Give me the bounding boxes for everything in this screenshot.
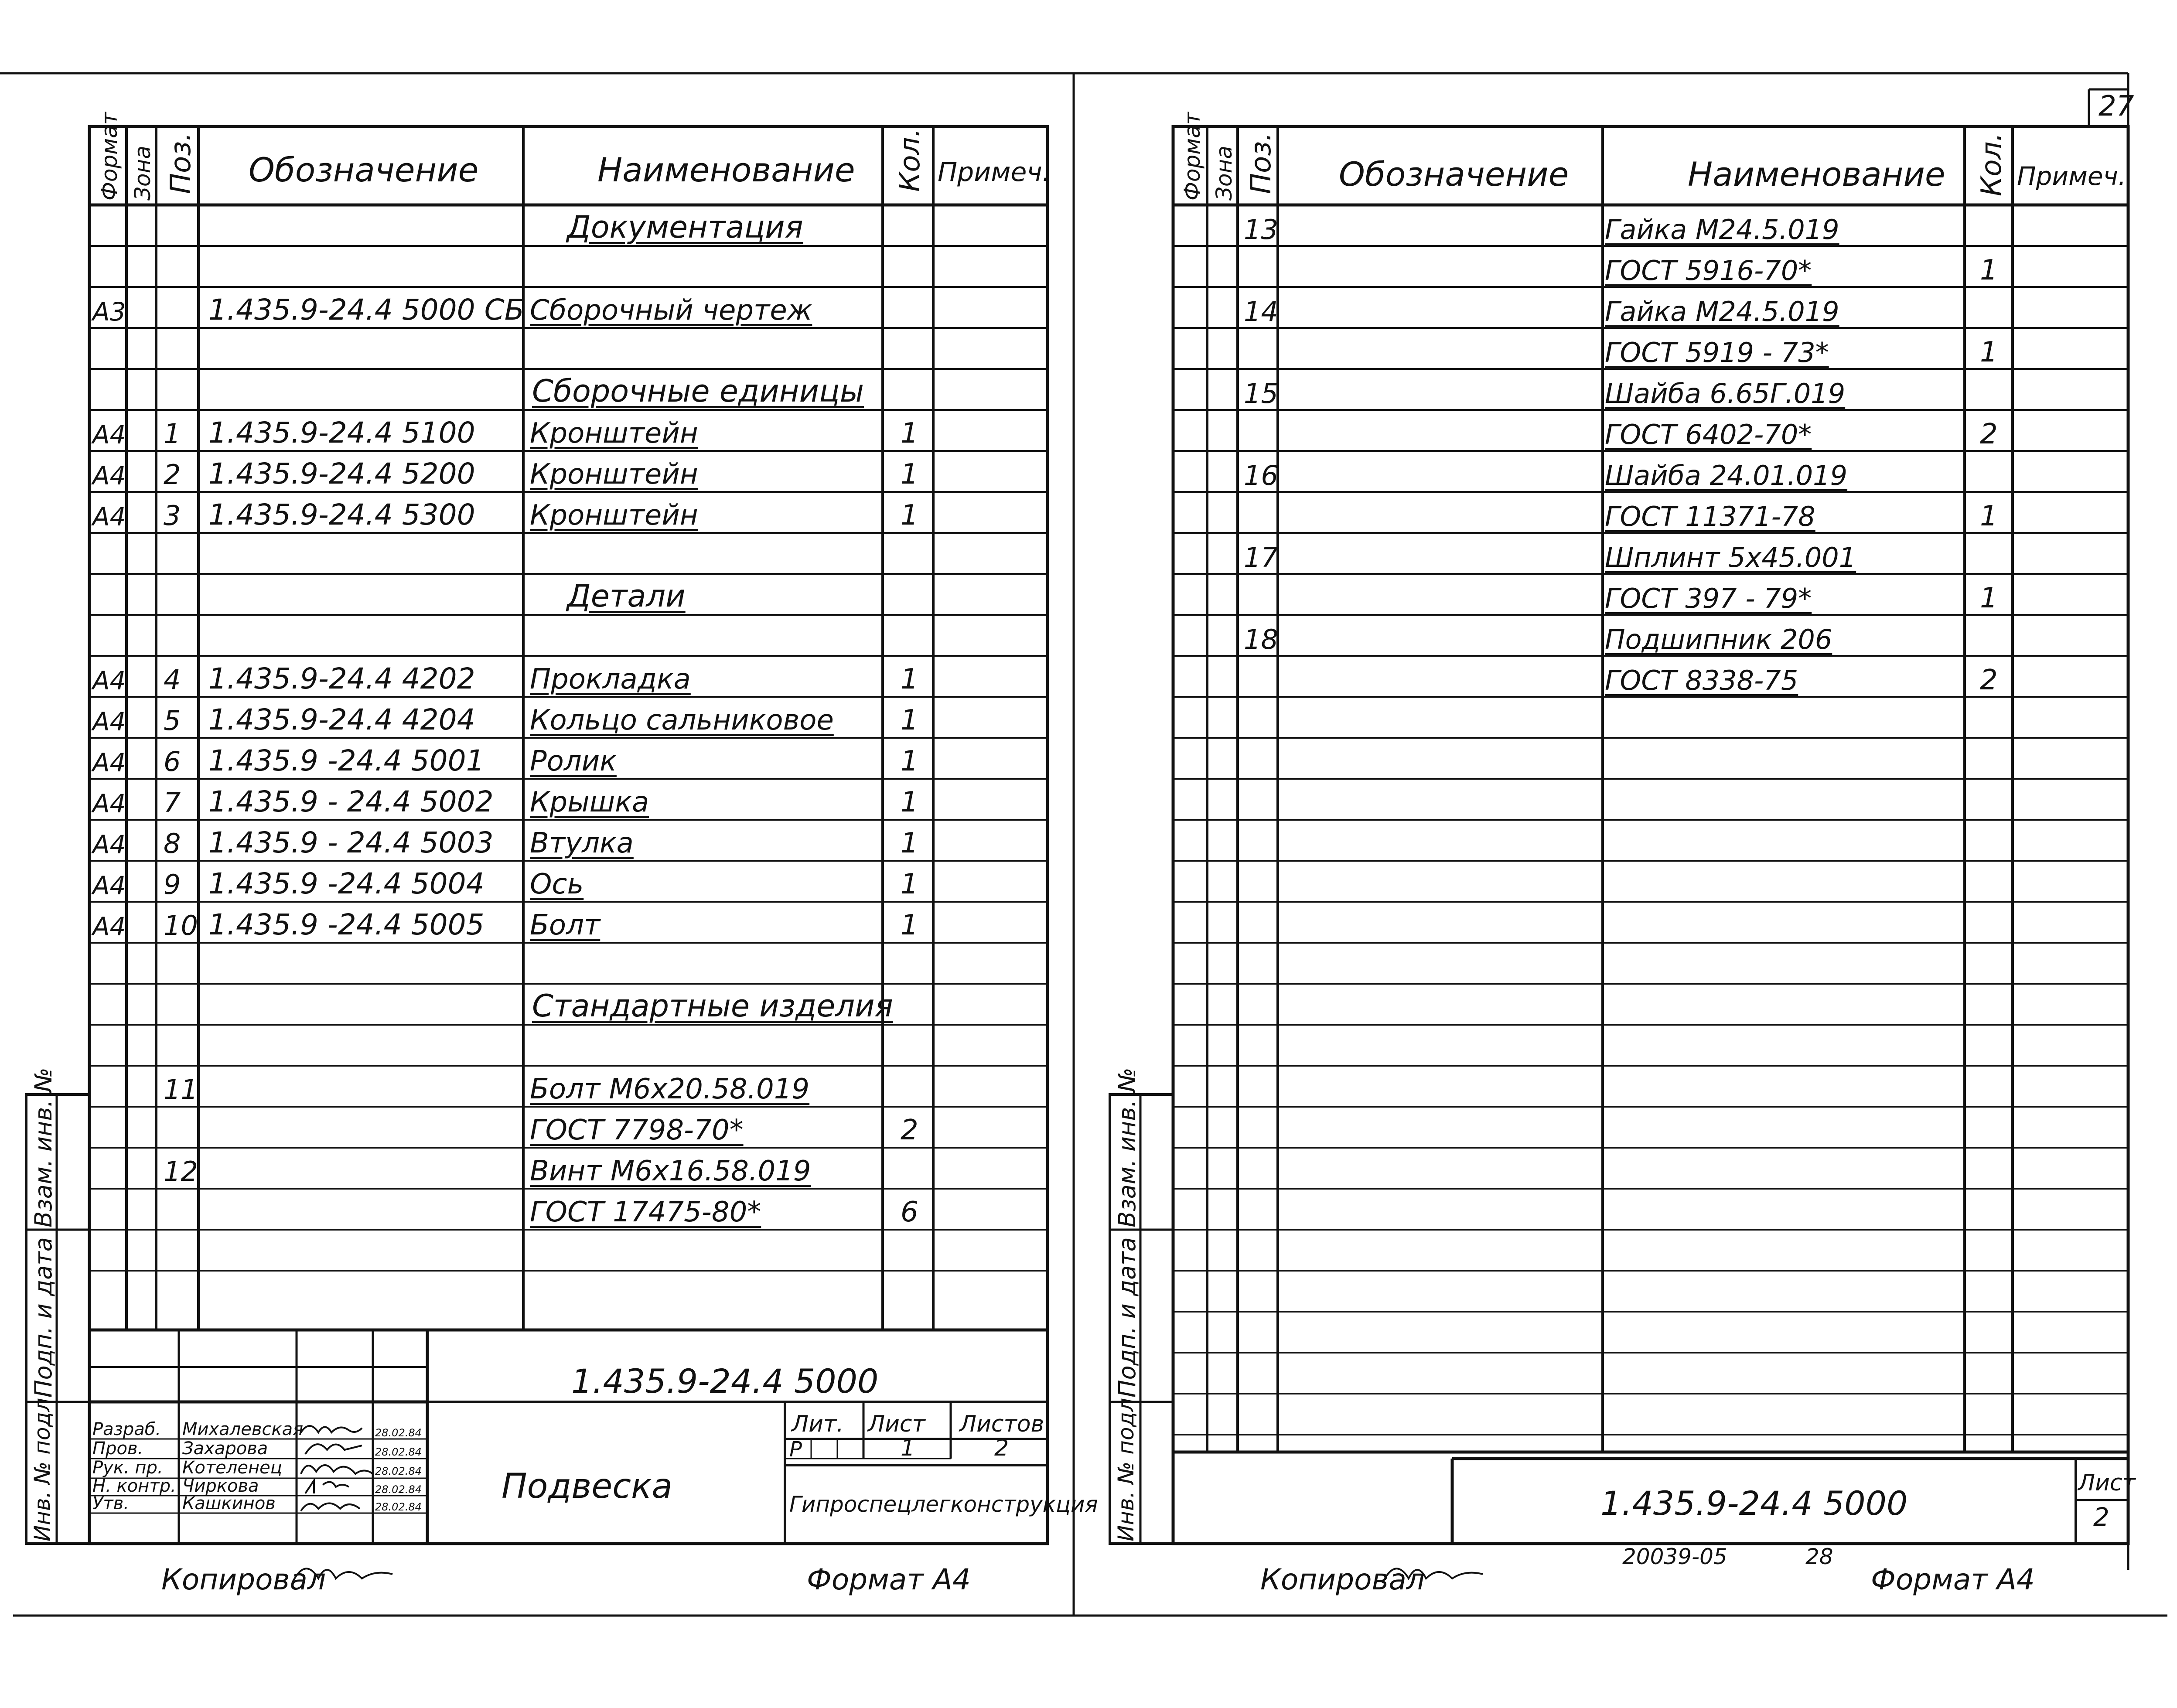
row-designation: 1.435.9 - 24.4 5002: [208, 785, 494, 818]
order-page: 28: [1805, 1544, 1833, 1569]
row-qty: 1: [901, 499, 918, 532]
header-qty-r: Кол.: [1976, 133, 2008, 196]
row-pos: 6: [164, 746, 181, 777]
sheet-label: Лист: [868, 1411, 925, 1437]
row-name: Втулка: [530, 827, 634, 859]
row-designation: 1.435.9 -24.4 5001: [208, 744, 485, 777]
row-pos: 5: [164, 705, 181, 736]
header-qty: Кол.: [894, 128, 926, 192]
footer-copied-right: Копировал: [1260, 1563, 1425, 1596]
row-designation: 1.435.9-24.4 5100: [208, 416, 475, 450]
row-qty: 2: [1980, 664, 1998, 696]
row-name: Сборочный чертеж: [530, 294, 812, 327]
row-name: ГОСТ 6402-70*: [1605, 419, 1812, 450]
row-format: А4: [92, 502, 126, 532]
sign-date: 28.02.84: [375, 1483, 422, 1496]
row-name: ГОСТ 5919 - 73*: [1605, 337, 1829, 368]
footer-format-left: Формат А4: [807, 1563, 971, 1596]
person-name: Кашкинов: [182, 1493, 276, 1514]
row-format: А3: [92, 297, 126, 327]
side-label-replace-inv: Взам. инв. №: [30, 1067, 57, 1227]
row-qty: 1: [1980, 500, 1998, 532]
row-pos: 7: [164, 787, 181, 818]
row-name: Винт М6х16.58.019: [530, 1155, 811, 1187]
row-name: Кронштейн: [530, 499, 698, 532]
side-label-replace-inv-r: Взам. инв. №: [1113, 1067, 1141, 1227]
row-name: ГОСТ 7798-70*: [530, 1114, 744, 1146]
row-name: ГОСТ 397 - 79*: [1605, 583, 1812, 614]
row-name: Прокладка: [530, 663, 691, 695]
row-qty: 1: [901, 663, 918, 695]
role-label: Рук. пр.: [92, 1458, 163, 1478]
section-heading: Документация: [567, 209, 803, 245]
role-label: Пров.: [92, 1439, 143, 1459]
row-pos: 14: [1244, 296, 1278, 327]
row-format: А4: [92, 666, 126, 695]
row-designation: 1.435.9-24.4 5200: [208, 457, 475, 491]
header-designation-r: Обозначение: [1339, 155, 1569, 194]
row-name: Гайка М24.5.019: [1605, 296, 1839, 327]
lit-label: Лит.: [792, 1411, 844, 1437]
row-qty: 1: [901, 786, 918, 818]
row-format: А4: [92, 830, 126, 859]
row-qty: 1: [901, 417, 918, 450]
row-qty: 6: [901, 1196, 918, 1228]
row-pos: 17: [1244, 542, 1278, 573]
row-designation: 1.435.9-24.4 4202: [208, 662, 475, 695]
row-format: А4: [92, 871, 126, 900]
row-designation: 1.435.9-24.4 5300: [208, 498, 475, 532]
row-pos: 12: [164, 1156, 198, 1187]
row-pos: 11: [164, 1074, 198, 1105]
row-name: ГОСТ 11371-78: [1605, 501, 1815, 532]
organization: Гипроспецлегконструкция: [789, 1492, 1098, 1517]
row-qty: 1: [1980, 254, 1998, 286]
person-name: Чиркова: [182, 1476, 259, 1496]
row-pos: 15: [1244, 378, 1278, 409]
role-label: Н. контр.: [92, 1476, 176, 1496]
row-format: А4: [92, 461, 126, 491]
row-qty: 1: [901, 868, 918, 900]
row-name: ГОСТ 8338-75: [1605, 665, 1798, 696]
lit-value: Р: [789, 1437, 802, 1462]
row-name: Кольцо сальниковое: [530, 704, 834, 736]
footer-copied-left: Копировал: [161, 1563, 326, 1596]
row-pos: 9: [164, 869, 181, 900]
row-pos: 4: [164, 664, 181, 695]
header-note: Примеч.: [938, 157, 1051, 188]
row-pos: 2: [164, 459, 181, 491]
doc-number-r: 1.435.9-24.4 5000: [1600, 1484, 1908, 1523]
doc-title: Подвеска: [502, 1467, 673, 1506]
row-name: ГОСТ 5916-70*: [1605, 255, 1812, 286]
header-note-r: Примеч.: [2017, 161, 2126, 191]
row-designation: 1.435.9 - 24.4 5003: [208, 826, 494, 859]
row-designation: 1.435.9 -24.4 5004: [208, 867, 485, 900]
side-label-inv-orig: Инв. № подл.: [30, 1391, 55, 1541]
section-heading: Стандартные изделия: [532, 988, 893, 1024]
sheet-value-r: 2: [2093, 1502, 2109, 1532]
row-name: Шайба 6.65Г.019: [1605, 378, 1846, 409]
header-name-r: Наименование: [1688, 155, 1945, 194]
row-qty: 1: [1980, 582, 1998, 614]
sign-date: 28.02.84: [375, 1427, 422, 1439]
row-name: ГОСТ 17475-80*: [530, 1196, 761, 1228]
doc-number: 1.435.9-24.4 5000: [571, 1362, 879, 1401]
person-name: Михалевская: [182, 1419, 304, 1439]
row-format: А4: [92, 912, 126, 941]
row-name: Болт: [530, 909, 601, 941]
header-format-r: Формат: [1180, 112, 1205, 201]
row-qty: 1: [901, 827, 918, 859]
side-label-inv-orig-r: Инв. № подл.: [1113, 1391, 1139, 1541]
row-qty: 1: [901, 704, 918, 736]
row-designation: 1.435.9 -24.4 5005: [208, 908, 485, 941]
row-name: Кронштейн: [530, 458, 698, 491]
row-name: Подшипник 206: [1605, 624, 1832, 655]
sheet-value: 1: [901, 1435, 915, 1461]
header-zone-r: Зона: [1211, 146, 1237, 201]
footer-format-right: Формат А4: [1871, 1563, 2035, 1596]
person-name: Захарова: [182, 1439, 268, 1459]
row-name: Шайба 24.01.019: [1605, 460, 1848, 491]
row-name: Крышка: [530, 786, 649, 818]
row-name: Ось: [530, 868, 584, 900]
sheets-label: Листов: [959, 1411, 1044, 1437]
row-pos: 13: [1244, 214, 1278, 245]
header-pos: Поз.: [165, 132, 197, 194]
sheets-value: 2: [994, 1435, 1009, 1461]
sheet-label-r: Лист: [2078, 1470, 2136, 1496]
row-pos: 3: [164, 500, 181, 532]
role-label: Утв.: [92, 1493, 129, 1514]
sign-date: 28.02.84: [375, 1446, 422, 1458]
role-label: Разраб.: [92, 1419, 161, 1439]
row-designation: 1.435.9-24.4 5000 СБ: [208, 293, 524, 327]
section-heading: Детали: [567, 578, 686, 614]
row-pos: 1: [164, 418, 181, 450]
sign-date: 28.02.84: [375, 1465, 422, 1477]
row-name: Болт М6х20.58.019: [530, 1073, 810, 1105]
row-name: Ролик: [530, 745, 617, 777]
sign-date: 28.02.84: [375, 1501, 422, 1513]
side-label-sign-date-r: Подп. и дата: [1113, 1237, 1141, 1398]
header-format: Формат: [97, 112, 122, 201]
row-qty: 1: [901, 458, 918, 491]
row-format: А4: [92, 420, 126, 450]
row-pos: 16: [1244, 460, 1278, 491]
row-name: Шплинт 5х45.001: [1605, 542, 1856, 573]
section-heading: Сборочные единицы: [532, 373, 864, 409]
row-pos: 8: [164, 828, 181, 859]
row-name: Гайка М24.5.019: [1605, 214, 1839, 245]
side-label-sign-date: Подп. и дата: [30, 1237, 57, 1398]
person-name: Котеленец: [182, 1458, 282, 1478]
row-qty: 2: [901, 1114, 918, 1146]
header-pos-r: Поз.: [1245, 132, 1277, 194]
row-designation: 1.435.9-24.4 4204: [208, 703, 475, 736]
row-qty: 1: [1980, 336, 1998, 368]
header-designation: Обозначение: [249, 150, 479, 189]
row-qty: 2: [1980, 418, 1998, 450]
row-pos: 10: [164, 910, 198, 941]
row-name: Кронштейн: [530, 417, 698, 450]
header-name: Наименование: [597, 150, 855, 189]
row-pos: 18: [1244, 624, 1278, 655]
header-zone: Зона: [130, 146, 155, 201]
row-format: А4: [92, 789, 126, 818]
row-qty: 1: [901, 909, 918, 941]
page-number: 27: [2099, 90, 2134, 123]
row-format: А4: [92, 748, 126, 777]
order-number: 20039-05: [1622, 1544, 1727, 1569]
row-format: А4: [92, 707, 126, 736]
row-qty: 1: [901, 745, 918, 777]
